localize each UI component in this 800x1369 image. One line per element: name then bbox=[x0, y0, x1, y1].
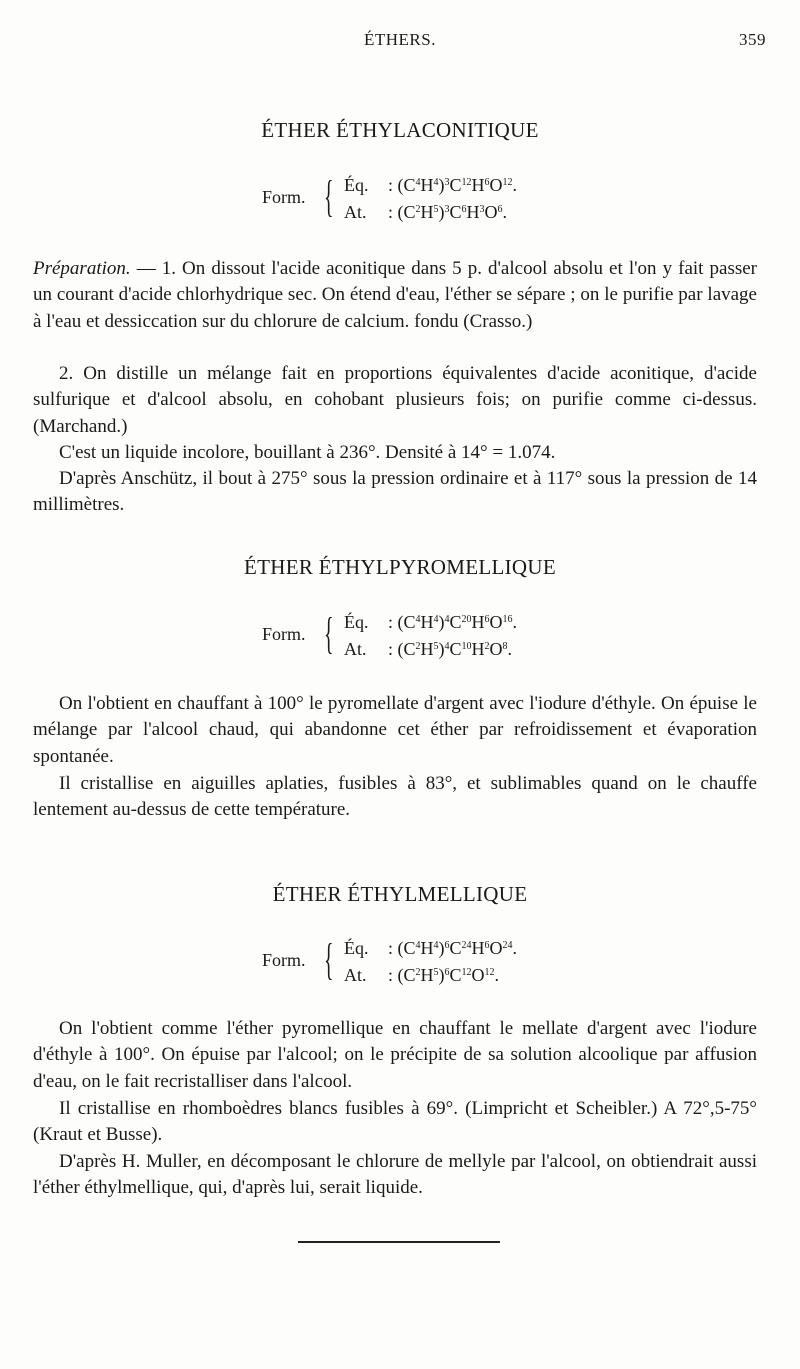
brace-icon: { bbox=[324, 609, 334, 658]
formula-row-at: At. : $(C^2H^5)^4C^{10}H^2O^8$. bbox=[344, 639, 513, 659]
section-title-ethylpyromellique: ÉTHER ÉTHYLPYROMELLIQUE bbox=[244, 555, 556, 579]
formula-label: Form. bbox=[262, 950, 306, 970]
paragraph-anschutz: D'après Anschütz, il bout à 275° sous la pression ordinaire et à 117° sous la pression de 14 millimètres. bbox=[33, 468, 757, 516]
brace-icon: { bbox=[324, 935, 334, 984]
formula-key: Éq. bbox=[344, 938, 369, 958]
formula-row-eq: Éq. : $(C^4H^4)^4C^{20}H^6O^{16}$. bbox=[344, 612, 518, 632]
running-title: ÉTHERS. bbox=[364, 30, 436, 49]
formula-expression: $(C^4H^4)^6C^{24}H^6O^{24}$. bbox=[397, 938, 518, 958]
running-header bbox=[0, 30, 800, 58]
formula-row-at: At. : $(C^2H^5)^6C^{12}O^{12}$. bbox=[344, 965, 500, 985]
formula-expression: $(C^2H^5)^4C^{10}H^2O^8$. bbox=[397, 639, 513, 659]
paragraph-preparation-1 bbox=[33, 256, 757, 335]
formula-expression: $(C^4H^4)^4C^{20}H^6O^{16}$. bbox=[397, 612, 518, 632]
formula-row-eq: Éq. : $(C^4H^4)^3C^{12}H^6O^{12}$. bbox=[344, 175, 518, 195]
formula-key: At. bbox=[344, 639, 367, 659]
formula-key: Éq. bbox=[344, 175, 369, 195]
formula-row-eq: Éq. : $(C^4H^4)^6C^{24}H^6O^{24}$. bbox=[344, 938, 518, 958]
formula-key: At. bbox=[344, 202, 367, 222]
formula-label: Form. bbox=[262, 187, 306, 207]
paragraph-pyromellate: On l'obtient en chauffant à 100° le pyromellate d'argent avec l'iodure d'éthyle. On épuise le mélange par l'alcool chaud, qui abandonne cet éther par refroidissement et évaporation spontanée. bbox=[33, 693, 757, 767]
formula-expression: $(C^4H^4)^3C^{12}H^6O^{12}$. bbox=[397, 175, 518, 195]
paragraph-properties: C'est un liquide incolore, bouillant à 236°. Densité à 14° = 1.074. bbox=[59, 442, 556, 463]
formula-label: Form. bbox=[262, 624, 306, 644]
paragraph-lead: Préparation. bbox=[33, 258, 131, 279]
paragraph-text: — 1. On dissout l'acide aconitique dans 5 p. d'alcool absolu et l'on y fait passer un courant d'acide chlorhydrique sec. On étend d'eau, l'éther se sépare ; on le purifie par lavage à l'eau et dessiccation sur du chlorure de calcium. fondu (Crasso.) bbox=[33, 258, 757, 332]
formula-expression: $(C^2H^5)^3C^6H^3O^6$. bbox=[397, 202, 508, 222]
paragraph-mellate: On l'obtient comme l'éther pyromellique en chauffant le mellate d'argent avec l'iodure d'éthyle à 100°. On épuise par l'alcool; on le précipite de sa solution alcoolique par affusion d'eau, on le fait recristalliser dans l'alcool. bbox=[33, 1018, 757, 1092]
page-number: 359 bbox=[739, 30, 766, 49]
paragraph-cristallise-1: Il cristallise en aiguilles aplaties, fusibles à 83°, et sublimables quand on le chauffe lentement au-dessus de cette température. bbox=[33, 773, 757, 821]
formula-key: Éq. bbox=[344, 612, 369, 632]
end-rule bbox=[298, 1241, 500, 1243]
paragraph-cristallise-2: Il cristallise en rhomboèdres blancs fusibles à 69°. (Limpricht et Scheibler.) A 72°,5-75° (Kraut et Busse). bbox=[33, 1098, 757, 1146]
formula-row-at: At. : $(C^2H^5)^3C^6H^3O^6$. bbox=[344, 202, 508, 222]
formula-key: At. bbox=[344, 965, 367, 985]
paragraph-muller: D'après H. Muller, en décomposant le chlorure de mellyle par l'alcool, on obtiendrait aussi l'éther éthylmellique, qui, d'après lui, serait liquide. bbox=[33, 1151, 757, 1199]
section-title-ethylmellique: ÉTHER ÉTHYLMELLIQUE bbox=[272, 882, 528, 906]
formula-expression: $(C^2H^5)^6C^{12}O^{12}$. bbox=[397, 965, 500, 985]
section-title-ethylaconitique: ÉTHER ÉTHYLACONITIQUE bbox=[261, 118, 539, 142]
brace-icon: { bbox=[324, 172, 334, 221]
paragraph-preparation-2: 2. On distille un mélange fait en proportions équivalentes d'acide aconitique, d'acide sulfurique et d'alcool absolu, en cohobant plusieurs fois; on purifie comme ci-dessus. (Marchand.) bbox=[33, 363, 757, 437]
